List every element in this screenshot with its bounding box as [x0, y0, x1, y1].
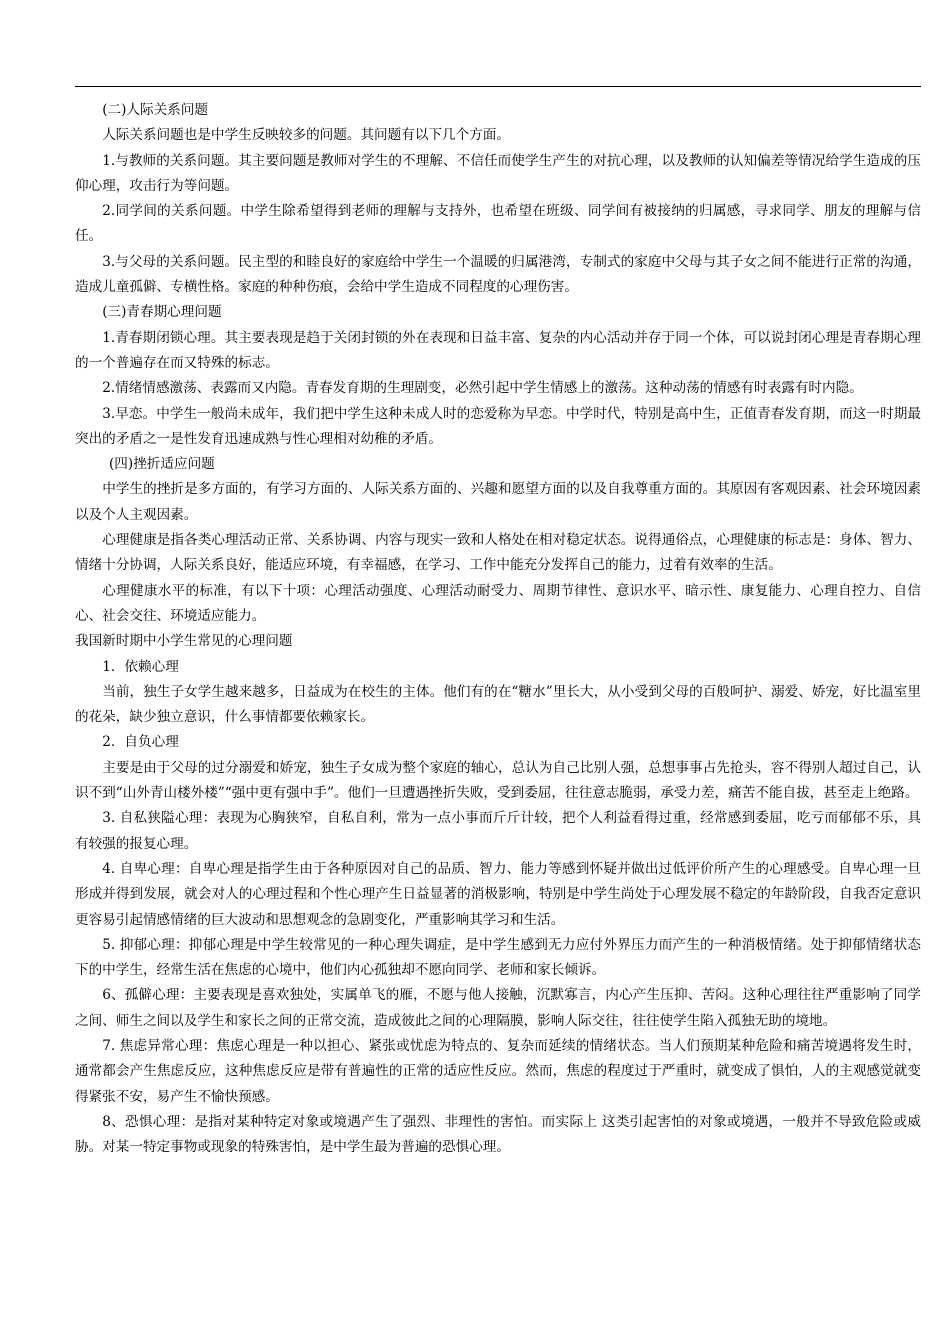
paragraph: 3.早恋。中学生一般尚未成年，我们把中学生这种未成人时的恋爱称为早恋。中学时代，特别是高中生，正值青春发育期，而这一时期最突出的矛盾之一是性发育迅速成熟与性心理相对幼稚的矛盾。 — [75, 405, 921, 447]
paragraph: 7. 焦虑异常心理：焦虑心理是一种以担心、紧张或忧虑为特点的、复杂而延续的情绪状态。当人们预期某种危险和痛苦境遇将发生时，通常都会产生焦虑反应，这种焦虑反应是带有普遍性的正常的适应性反应。然而，焦虑的程度过于严重时，就变成了惧怕，人的主观感觉就变得紧张不安，易产生不愉快预感。 — [75, 1037, 921, 1105]
paragraph: 2.情绪情感激荡、表露而又内隐。青春发育期的生理剧变，必然引起中学生情感上的激荡。这种动荡的情感有时表露有时内隐。 — [102, 380, 863, 397]
header-rule — [75, 86, 921, 87]
paragraph: 4. 自卑心理：自卑心理是指学生由于各种原因对自己的品质、智力、能力等感到怀疑并做出过低评价所产生的心理感受。自卑心理一旦形成并得到发展，就会对人的心理过程和个性心理产生日益显著的消极影响，特别是中学生尚处于心理发展不稳定的年龄阶段，自我否定意识更容易引起情感情绪的巨大波动和思想观念的急剧变化，严重影响其学习和生活。 — [75, 860, 921, 928]
paragraph: 1.青春期闭锁心理。其主要表现是趋于关闭封锁的外在表现和日益丰富、复杂的内心活动并存于同一个体，可以说封闭心理是青春期心理的一个普遍存在而又特殊的标志。 — [75, 329, 921, 371]
paragraph: 2．自负心理 — [102, 734, 179, 751]
paragraph: 当前，独生子女学生越来越多，日益成为在校生的主体。他们有的在“糖水”里长大，从小受到父母的百般呵护、溺爱、娇宠，好比温室里的花朵，缺少独立意识，什么事情都要依赖家长。 — [75, 683, 921, 726]
paragraph: 1.与教师的关系问题。其主要问题是教师对学生的不理解、不信任而使学生产生的对抗心理，以及教师的认知偏差等情况给学生造成的压仰心理，攻击行为等问题。 — [75, 152, 921, 194]
paragraph: 心理健康水平的标准，有以下十项：心理活动强度、心理活动耐受力、周期节律性、意识水平、暗示性、康复能力、心理自控力、自信心、社会交往、环境适应能力。 — [75, 582, 921, 624]
paragraph: 1．依赖心理 — [102, 658, 179, 675]
paragraph: 3. 自私狭隘心理：表现为心胸狭窄，自私自利，常为一点小事而斤斤计较，把个人利益看得过重，经常感到委屈，吃亏而郁郁不乐，具有较强的报复心理。 — [75, 810, 921, 852]
paragraph: 6、孤僻心理：主要表现是喜欢独处，实属单飞的雁，不愿与他人接触，沉默寡言，内心产生压抑、苦闷。这种心理往往严重影响了同学之间、师生之间以及学生和家长之间的正常交流，造成彼此之间的心理隔膜，影响人际交往，往往使学生陷入孤独无助的境地。 — [75, 987, 921, 1029]
paragraph: (四)挫折适应问题 — [109, 456, 215, 473]
paragraph: 3.与父母的关系问题。民主型的和睦良好的家庭给中学生一个温暖的归属港湾，专制式的家庭中父母与其子女之间不能进行正常的沟通，造成儿童孤僻、专横性格。家庭的种种伤痕，会给中学生造成不同程度的心理伤害。 — [75, 253, 921, 296]
paragraph: 中学生的挫折是多方面的，有学习方面的、人际关系方面的、兴趣和愿望方面的以及自我尊重方面的。其原因有客观因素、社会环境因素以及个人主观因素。 — [75, 481, 921, 523]
document-body — [75, 98, 921, 1160]
paragraph: 主要是由于父母的过分溺爱和娇宠，独生子女成为整个家庭的轴心，总认为自己比别人强，总想事事占先抢头，容不得别人超过自己，认识不到“山外青山楼外楼”“强中更有强中手”。他们一旦遭遇挫折失败，受到委屈，往往意志脆弱，承受力差，痛苦不能自拔，甚至走上绝路。 — [75, 759, 921, 802]
paragraph: 2.同学间的关系问题。中学生除希望得到老师的理解与支持外，也希望在班级、同学间有被接纳的归属感，寻求同学、朋友的理解与信任。 — [75, 203, 921, 245]
paragraph: 人际关系问题也是中学生反映较多的问题。其问题有以下几个方面。 — [102, 127, 510, 144]
paragraph: 我国新时期中小学生常见的心理问题 — [75, 633, 293, 650]
paragraph: (二)人际关系问题 — [102, 102, 208, 118]
paragraph: 心理健康是指各类心理活动正常、关系协调、内容与现实一致和人格处在相对稳定状态。说得通俗点，心理健康的标志是：身体、智力、情绪十分协调，人际关系良好，能适应环境，有幸福感，在学习、工作中能充分发挥自己的能力，过着有效率的生活。 — [75, 532, 921, 574]
paragraph: 8、恐惧心理：是指对某种特定对象或境遇产生了强烈、非理性的害怕。而实际上 这类引起害怕的对象或境遇，一般并不导致危险或威胁。对某一特定事物或现象的特殊害怕，是中学生最为普遍的恐惧心理。 — [75, 1113, 921, 1156]
paragraph: 5. 抑郁心理：抑郁心理是中学生较常见的一种心理失调症，是中学生感到无力应付外界压力而产生的一种消极情绪。处于抑郁情绪状态下的中学生，经常生活在焦虑的心境中，他们内心孤独却不愿向同学、老师和家长倾诉。 — [75, 936, 921, 979]
paragraph: (三)青春期心理问题 — [102, 304, 222, 321]
